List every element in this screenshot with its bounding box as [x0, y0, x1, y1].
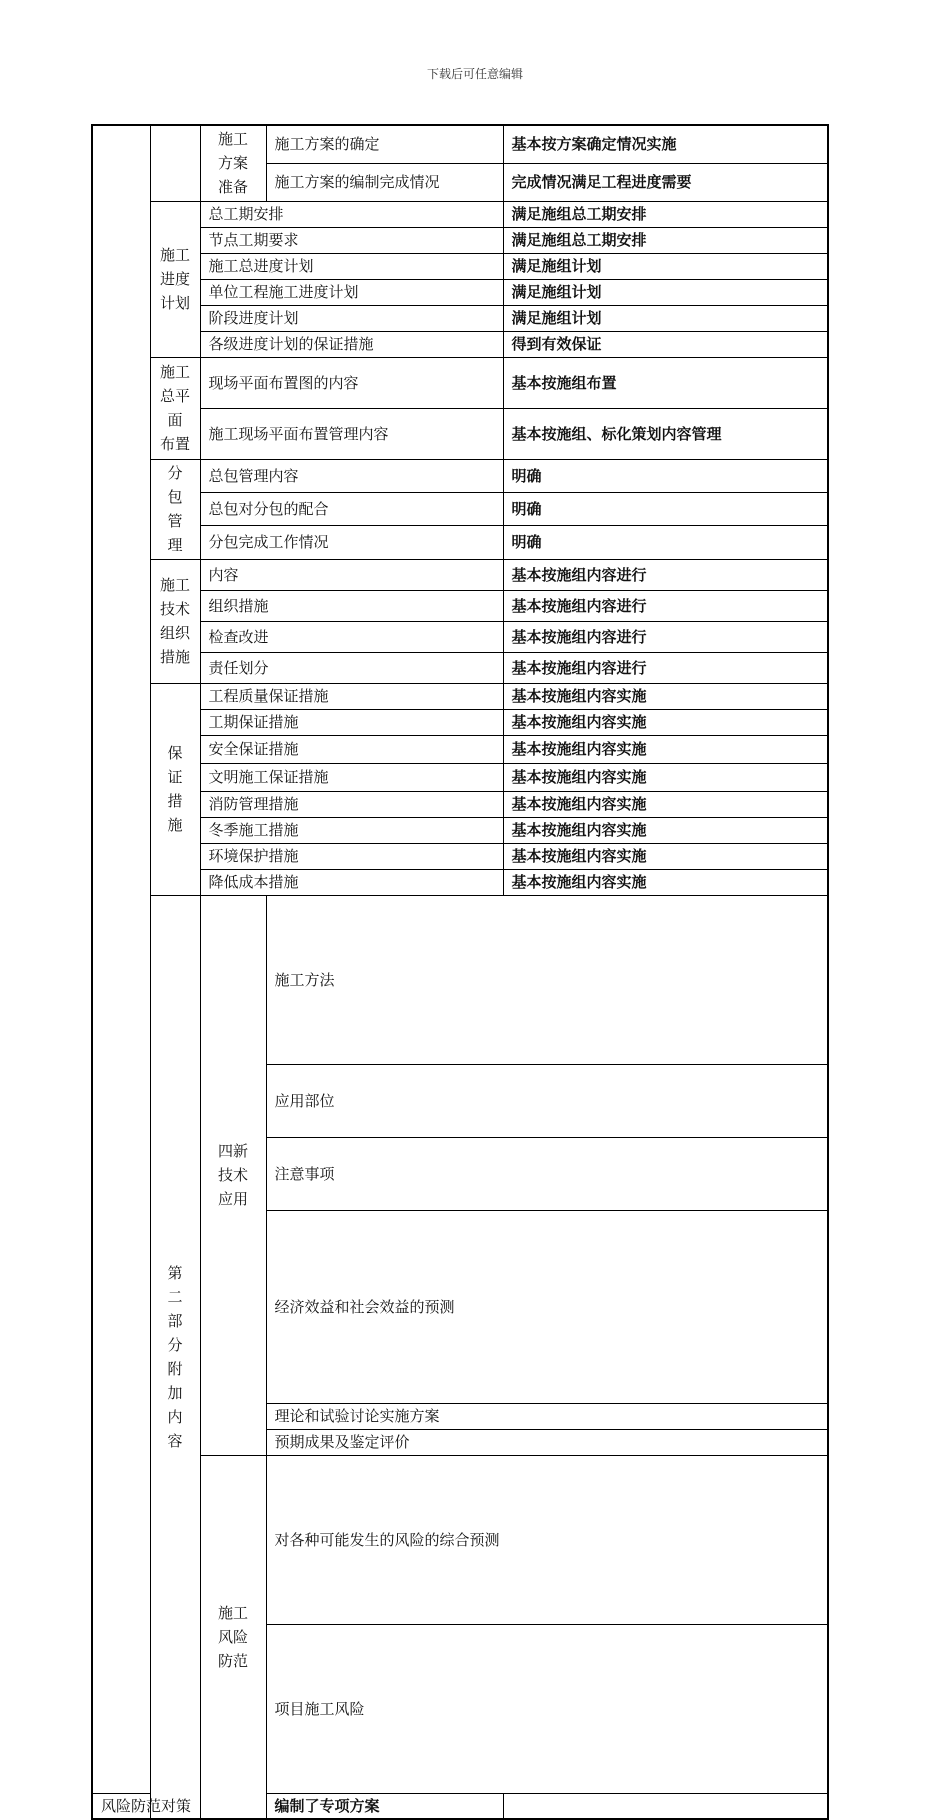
group-label-scheme-prep: 施工 方案 准备	[200, 125, 266, 201]
item-label: 阶段进度计划	[200, 305, 503, 331]
item-label: 安全保证措施	[200, 735, 503, 763]
item-value: 基本按施组内容进行	[503, 652, 828, 683]
item-label: 节点工期要求	[200, 227, 503, 253]
table-row	[92, 621, 828, 652]
table-row	[92, 459, 828, 492]
item-value: 明确	[503, 492, 828, 525]
item-label: 环境保护措施	[200, 843, 503, 869]
item-value: 基本按施组、标化策划内容管理	[503, 408, 828, 459]
evaluation-table	[91, 124, 829, 1820]
table-row	[92, 763, 828, 791]
item-label: 检查改进	[200, 621, 503, 652]
item-value: 满足施组计划	[503, 253, 828, 279]
group-label-risk: 施工 风险 防范	[200, 1455, 266, 1819]
item-value: 基本按施组内容实施	[503, 843, 828, 869]
item-label: 现场平面布置图的内容	[200, 357, 503, 408]
table-row	[92, 125, 828, 163]
section-label-empty	[92, 125, 150, 1793]
item-value: 基本按施组内容实施	[503, 683, 828, 709]
item-label: 文明施工保证措施	[200, 763, 503, 791]
item-value: 基本按施组布置	[503, 357, 828, 408]
item-value: 满足施组总工期安排	[503, 227, 828, 253]
item-label: 组织措施	[200, 590, 503, 621]
item-label: 各级进度计划的保证措施	[200, 331, 503, 357]
item-label: 降低成本措施	[200, 869, 503, 895]
item-label: 总工期安排	[200, 201, 503, 227]
item-value: 基本按施组内容实施	[503, 763, 828, 791]
group-label-empty	[150, 125, 200, 201]
table-row	[92, 525, 828, 559]
table-row	[92, 408, 828, 459]
item-value: 满足施组计划	[503, 305, 828, 331]
item-label: 施工总进度计划	[200, 253, 503, 279]
table-row	[92, 652, 828, 683]
section-label-part-two: 第 二 部 分 附 加 内 容	[150, 895, 200, 1819]
item-label: 对各种可能发生的风险的综合预测	[266, 1455, 828, 1624]
item-label: 总包管理内容	[200, 459, 503, 492]
item-value: 基本按施组内容进行	[503, 621, 828, 652]
table-row	[92, 590, 828, 621]
group-label-guarantee: 保 证 措 施	[150, 683, 200, 895]
item-label: 施工方法	[266, 895, 828, 1064]
item-label: 风险防范对策	[92, 1793, 200, 1819]
table-row	[92, 559, 828, 590]
table-row	[92, 895, 828, 1064]
table-row	[92, 201, 828, 227]
table-row	[92, 735, 828, 763]
table-row	[92, 492, 828, 525]
item-value: 基本按施组内容进行	[503, 590, 828, 621]
group-label-progress: 施工 进度 计划	[150, 201, 200, 357]
table-row	[92, 227, 828, 253]
group-label-tech-org: 施工 技术 组织 措施	[150, 559, 200, 683]
group-label-layout: 施工 总平 面 布置	[150, 357, 200, 459]
item-label: 项目施工风险	[266, 1624, 828, 1793]
table-row	[92, 331, 828, 357]
item-value: 基本按施组内容实施	[503, 791, 828, 817]
item-label: 施工方案的编制完成情况	[266, 163, 503, 201]
item-label: 工期保证措施	[200, 709, 503, 735]
item-value: 基本按施组内容实施	[503, 869, 828, 895]
table-row	[92, 683, 828, 709]
table-row	[92, 305, 828, 331]
item-label: 预期成果及鉴定评价	[266, 1429, 828, 1455]
item-label: 单位工程施工进度计划	[200, 279, 503, 305]
table-row	[92, 843, 828, 869]
item-label: 理论和试验讨论实施方案	[266, 1403, 828, 1429]
item-value: 得到有效保证	[503, 331, 828, 357]
item-label: 冬季施工措施	[200, 817, 503, 843]
item-label: 责任划分	[200, 652, 503, 683]
table-row	[92, 253, 828, 279]
item-value: 明确	[503, 525, 828, 559]
table-row	[92, 709, 828, 735]
table-row	[92, 869, 828, 895]
table-row	[92, 1455, 828, 1624]
group-label-new-tech: 四新 技术 应用	[200, 895, 266, 1455]
item-label: 消防管理措施	[200, 791, 503, 817]
item-value: 基本按施组内容进行	[503, 559, 828, 590]
item-value: 满足施组计划	[503, 279, 828, 305]
item-value: 满足施组总工期安排	[503, 201, 828, 227]
table-row	[92, 791, 828, 817]
item-label: 分包完成工作情况	[200, 525, 503, 559]
item-label: 经济效益和社会效益的预测	[266, 1210, 828, 1403]
item-label: 施工方案的确定	[266, 125, 503, 163]
item-label: 总包对分包的配合	[200, 492, 503, 525]
item-value: 编制了专项方案	[266, 1793, 503, 1819]
item-value: 完成情况满足工程进度需要	[503, 163, 828, 201]
page-header: 下载后可任意编辑	[426, 67, 523, 81]
item-value: 基本按施组内容实施	[503, 709, 828, 735]
item-value: 明确	[503, 459, 828, 492]
item-label: 内容	[200, 559, 503, 590]
group-label-subcontract: 分 包 管 理	[150, 459, 200, 559]
item-label: 注意事项	[266, 1137, 828, 1210]
table-row	[92, 279, 828, 305]
item-value: 基本按施组内容实施	[503, 817, 828, 843]
item-value: 基本按方案确定情况实施	[503, 125, 828, 163]
item-label: 应用部位	[266, 1064, 828, 1137]
item-label: 施工现场平面布置管理内容	[200, 408, 503, 459]
table-row	[92, 817, 828, 843]
table-row	[92, 357, 828, 408]
item-label: 工程质量保证措施	[200, 683, 503, 709]
item-value: 基本按施组内容实施	[503, 735, 828, 763]
